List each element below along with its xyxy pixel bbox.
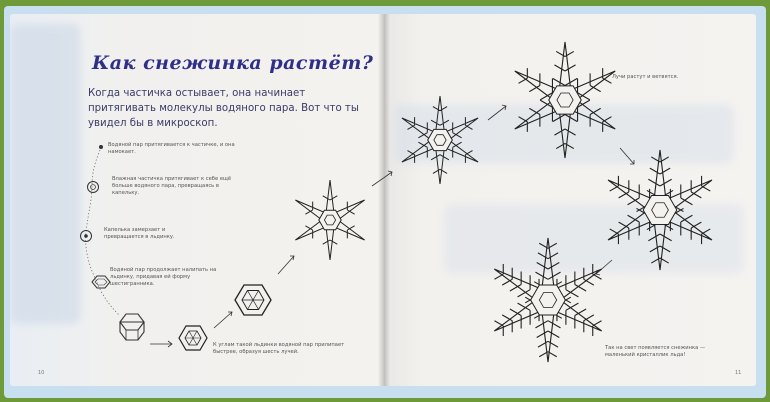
intro-text: Когда частичка остывает, она начинает притягивать молекулы водяного пара. Вот что ты увидел бы в микроскоп. <box>88 88 359 129</box>
step-note-3: Капелька замерзает и превращается в льдинку. <box>104 227 175 240</box>
right-page <box>384 14 756 386</box>
page-number-left: 10 <box>38 370 45 376</box>
page-title: Как снежинка растёт? <box>92 52 374 74</box>
watercolor-wash <box>394 104 734 164</box>
step-note-2: Влажная частичка притягивает к себе ещё больше водяного пара, превращаясь в капельку. <box>112 176 232 196</box>
book-gutter <box>378 14 390 386</box>
note-crystal: Так на свет появляется снежинка — маленький кристаллик льда! <box>605 345 706 358</box>
watercolor-wash <box>444 204 744 274</box>
page-number-right: 11 <box>735 370 742 376</box>
step-note-4: Водяной пар продолжает налипать на льдинку, придавая ей форму шестигранника. <box>110 267 217 287</box>
watercolor-wash <box>10 24 80 324</box>
step-note-5: К углам такой льдинки водяной пар прилипает быстрее, образуя шесть лучей. <box>213 342 345 355</box>
step-note-1: Водяной пар притягивается к частичке, и она намокает. <box>108 142 235 155</box>
note-rays-grow: Лучи растут и ветвятся. <box>612 74 679 80</box>
